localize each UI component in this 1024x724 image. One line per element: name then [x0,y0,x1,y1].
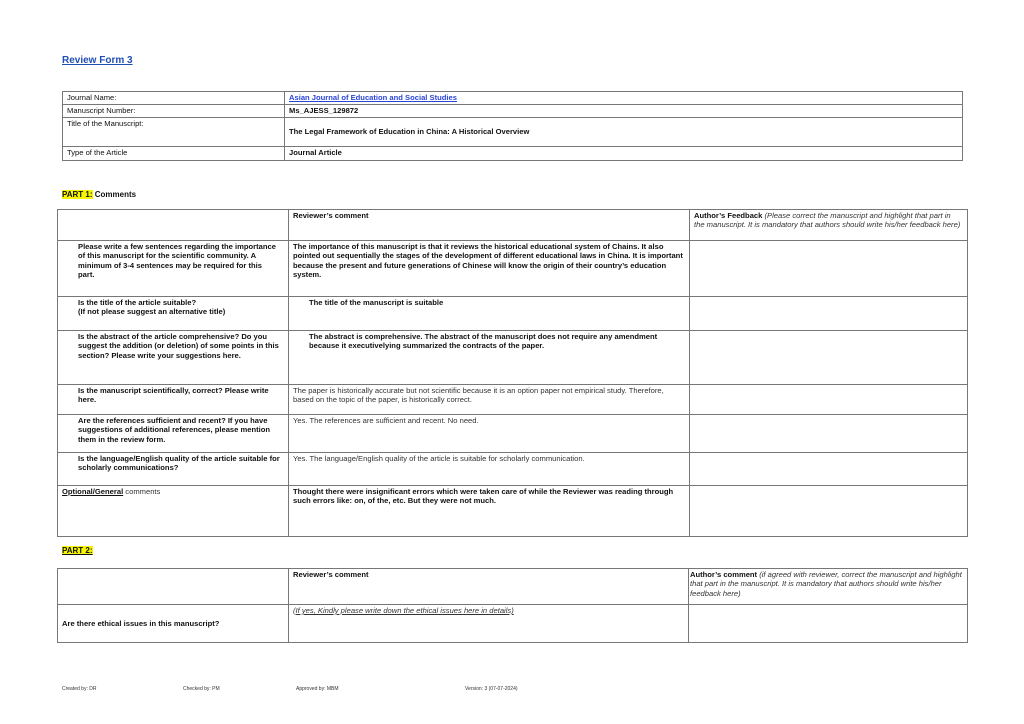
author-comment-header [689,569,968,605]
author-feedback-header [690,210,968,241]
table-row [58,241,968,297]
part2-heading [62,546,93,555]
author-feedback-cell[interactable] [690,297,968,331]
reviewer-comment[interactable]: Yes. The language/English quality of the article is suitable for scholarly communication. [289,453,690,486]
part2-label: PART 2: [62,546,93,555]
manuscript-number: Ms_AJESS_129872 [285,105,963,118]
question: Are the references sufficient and recent? If you have suggestions of additional references, please mention them in the review form. [58,415,289,453]
info-label: Type of the Article [63,147,285,161]
info-label: Manuscript Number: [63,105,285,118]
author-comment-instructions: (if agreed with reviewer, correct the manuscript and highlight that part in the manuscript. It is mandatory that authors should write his/her feedback here) [690,570,962,598]
journal-name-link[interactable]: Asian Journal of Education and Social Studies [289,93,457,102]
author-feedback-cell[interactable] [690,486,968,537]
author-feedback-cell[interactable] [690,385,968,415]
part2-ethics-table [57,568,968,643]
author-comment-cell[interactable] [689,605,968,643]
form-title: Review Form 3 [62,55,133,66]
part1-comments-table [57,209,968,537]
reviewer-comment[interactable]: Yes. The references are sufficient and recent. No need. [289,415,690,453]
footer-approved-by: Approved by: MBM [296,686,339,692]
footer-version: Version: 3 (07-07-2024) [465,686,518,692]
table-row [58,415,968,453]
part1-label: PART 1: [62,190,93,199]
table-row [58,297,968,331]
table-row [58,331,968,385]
comments-label: comments [123,487,161,496]
optional-general-label: Optional/General [62,487,124,496]
part1-heading [62,190,136,199]
info-label: Title of the Manuscript: [63,118,285,147]
optional-comments-label [58,486,289,537]
part1-header-row [58,210,968,241]
manuscript-title: The Legal Framework of Education in China: A Historical Overview [285,118,963,147]
author-feedback-cell[interactable] [690,453,968,486]
reviewer-comment-header: Reviewer’s comment [289,210,690,241]
info-label: Journal Name: [63,92,285,105]
author-feedback-instructions: (Please correct the manuscript and highlight that part in the manuscript. It is mandatory that authors should write his/her feedback here) [694,211,961,230]
table-row [58,385,968,415]
table-row [58,453,968,486]
article-type: Journal Article [285,147,963,161]
table-row [58,605,968,643]
question: Is the title of the article suitable? (If not please suggest an alternative title) [58,297,289,331]
footer-checked-by: Checked by: PM [183,686,220,692]
footer-created-by: Created by: DR [62,686,97,692]
question: Is the manuscript scientifically, correct? Please write here. [58,385,289,415]
manuscript-info-table [62,91,963,161]
question: Please write a few sentences regarding the importance of this manuscript for the scientific community. A minimum of 3-4 sentences may be required for this part. [58,241,289,297]
reviewer-comment[interactable]: The abstract is comprehensive. The abstract of the manuscript does not require any amendment because it executivelying summarized the contracts of the paper. [289,331,690,385]
author-feedback-title: Author’s Feedback [694,211,763,220]
part1-label-rest: Comments [92,190,137,199]
optional-comment[interactable]: Thought there were insignificant errors which were taken care of while the Reviewer was reading through such errors like: on, of the, etc. But they were not much. [289,486,690,537]
optional-comments-row [58,486,968,537]
question: Is the abstract of the article comprehensive? Do you suggest the addition (or deletion) of some points in this section? Please write your suggestions here. [58,331,289,385]
author-feedback-cell[interactable] [690,415,968,453]
question: Is the language/English quality of the article suitable for scholarly communications? [58,453,289,486]
info-row-type [63,147,963,161]
reviewer-comment[interactable]: The paper is historically accurate but not scientific because it is an option paper not empirical study. Therefore, based on the topic of the paper, is historically correct. [289,385,690,415]
reviewer-comment[interactable]: The title of the manuscript is suitable [289,297,690,331]
reviewer-comment[interactable]: The importance of this manuscript is that it reviews the historical educational system of Chains. It also pointed out sequentially the stages of the development of different educational laws in China. It is important because the present and future generations of Chinese will know the origin of their country’s education system. [289,241,690,297]
author-comment-title: Author’s comment [690,570,758,579]
info-row-title [63,118,963,147]
info-row-journal [63,92,963,105]
reviewer-comment-header: Reviewer’s comment [289,569,689,605]
ethics-question: Are there ethical issues in this manuscript? [58,605,289,643]
info-row-number [63,105,963,118]
ethics-comment[interactable]: (If yes, Kindly please write down the ethical issues here in details) [289,605,689,643]
author-feedback-cell[interactable] [690,331,968,385]
part2-header-row [58,569,968,605]
author-feedback-cell[interactable] [690,241,968,297]
